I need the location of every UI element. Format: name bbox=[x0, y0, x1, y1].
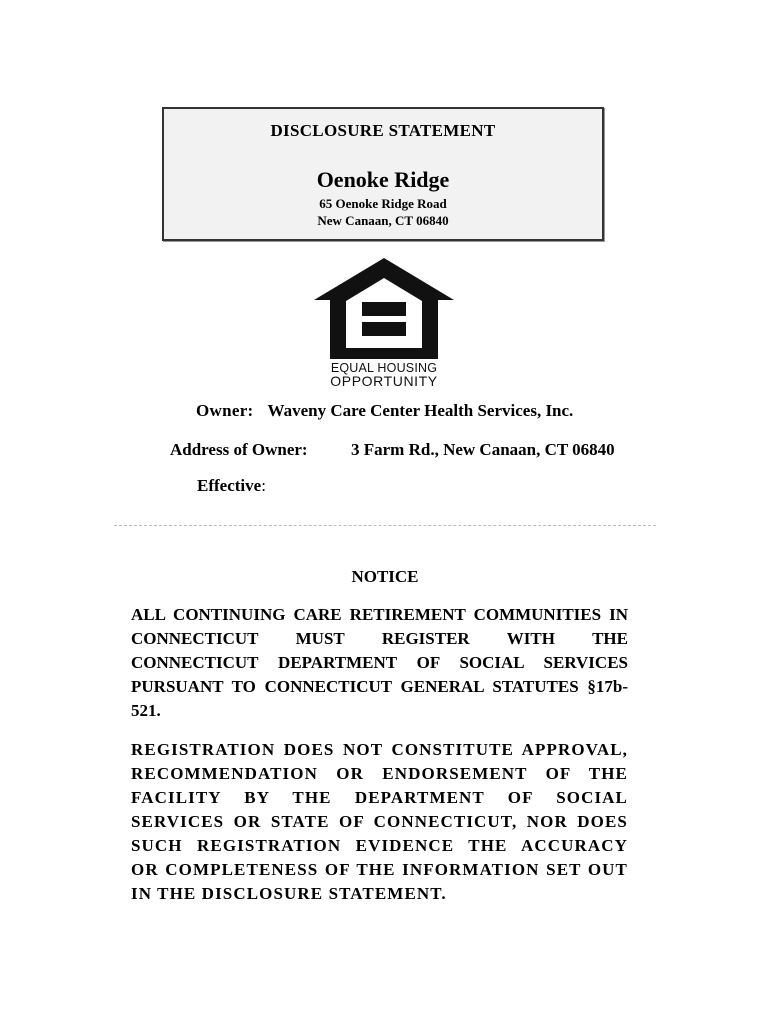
equal-housing-logo bbox=[314, 258, 454, 388]
paragraph-line: 521. bbox=[131, 701, 161, 720]
paragraph-line: FACILITY BY THE DEPARTMENT OF SOCIAL bbox=[131, 788, 628, 807]
community-address-line1: 65 Oenoke Ridge Road bbox=[319, 196, 447, 211]
paragraph-line: IN THE DISCLOSURE STATEMENT. bbox=[131, 884, 447, 903]
owner-line bbox=[196, 401, 573, 421]
logo-text-line2: OPPORTUNITY bbox=[330, 373, 438, 389]
effective-line bbox=[197, 476, 266, 496]
effective-colon: : bbox=[261, 476, 266, 495]
paragraph-line: ALL CONTINUING CARE RETIREMENT COMMUNITIES IN bbox=[131, 605, 628, 624]
title-box bbox=[162, 107, 604, 241]
community-name: Oenoke Ridge bbox=[316, 167, 450, 192]
divider bbox=[114, 525, 656, 526]
community-address-line2: New Canaan, CT 06840 bbox=[317, 213, 449, 228]
notice-paragraph-2 bbox=[131, 738, 628, 906]
owner-address-label: Address of Owner: bbox=[170, 440, 308, 459]
notice-heading: NOTICE bbox=[351, 567, 419, 586]
paragraph-line: OR COMPLETENESS OF THE INFORMATION SET OUT bbox=[131, 860, 628, 879]
owner-address-line bbox=[170, 440, 615, 460]
owner-value: Waveny Care Center Health Services, Inc. bbox=[267, 401, 574, 420]
paragraph-line: REGISTRATION DOES NOT CONSTITUTE APPROVAL, bbox=[131, 740, 628, 759]
paragraph-line: CONNECTICUT DEPARTMENT OF SOCIAL SERVICES bbox=[131, 653, 628, 672]
paragraph-line: CONNECTICUT MUST REGISTER WITH THE bbox=[131, 629, 628, 648]
paragraph-line: SUCH REGISTRATION EVIDENCE THE ACCURACY bbox=[131, 836, 628, 855]
paragraph-line: RECOMMENDATION OR ENDORSEMENT OF THE bbox=[131, 764, 628, 783]
equal-housing-opportunity-icon bbox=[314, 258, 454, 362]
document-title: DISCLOSURE STATEMENT bbox=[270, 121, 496, 140]
paragraph-line: SERVICES OR STATE OF CONNECTICUT, NOR DOES bbox=[131, 812, 628, 831]
logo-text-line1: EQUAL HOUSING bbox=[330, 361, 438, 375]
notice-paragraph-1 bbox=[131, 603, 628, 723]
owner-address-value: 3 Farm Rd., New Canaan, CT 06840 bbox=[351, 440, 615, 459]
paragraph-line: PURSUANT TO CONNECTICUT GENERAL STATUTES §17b- bbox=[131, 677, 628, 696]
owner-label: Owner: bbox=[196, 401, 254, 420]
effective-label: Effective bbox=[197, 476, 262, 495]
